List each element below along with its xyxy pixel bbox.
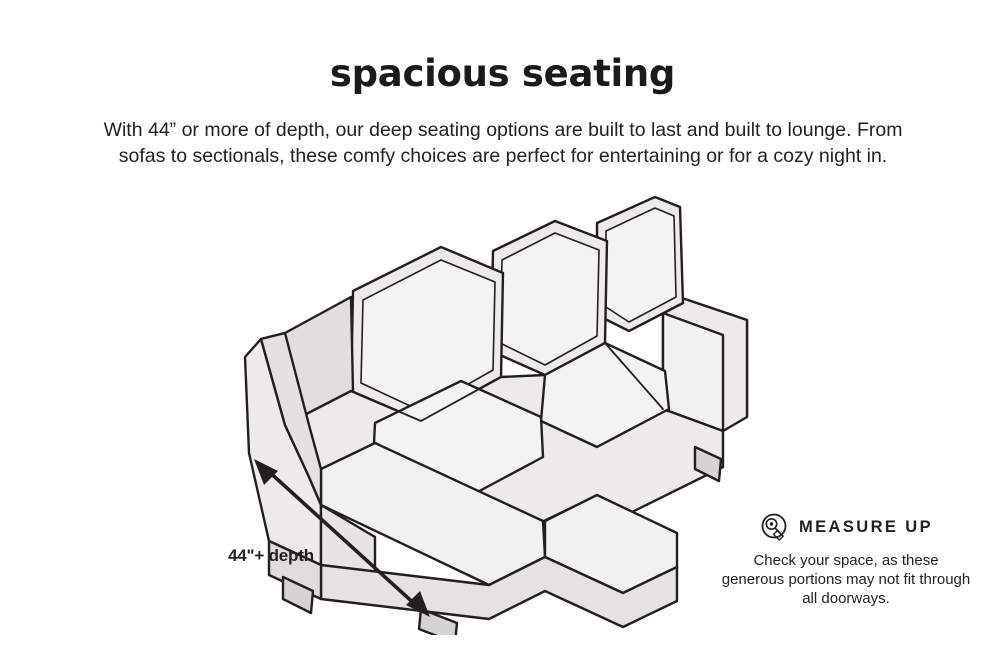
page-description: With 44” or more of depth, our deep seating options are built to last and built to lounge. From sofas to sectionals, these comfy choices are perfect for entertaining or for a cozy night in. <box>103 119 903 167</box>
measure-up-callout <box>721 512 971 608</box>
depth-label: 44"+ depth <box>228 546 314 565</box>
measuring-tape-icon <box>759 512 789 542</box>
depth-dimension-arrow <box>248 455 438 625</box>
measure-up-title: MEASURE UP <box>798 517 933 536</box>
page-title: spacious seating <box>329 52 676 95</box>
measure-up-text: Check your space, as these generous portions may not fit through all doorways. <box>721 552 971 607</box>
